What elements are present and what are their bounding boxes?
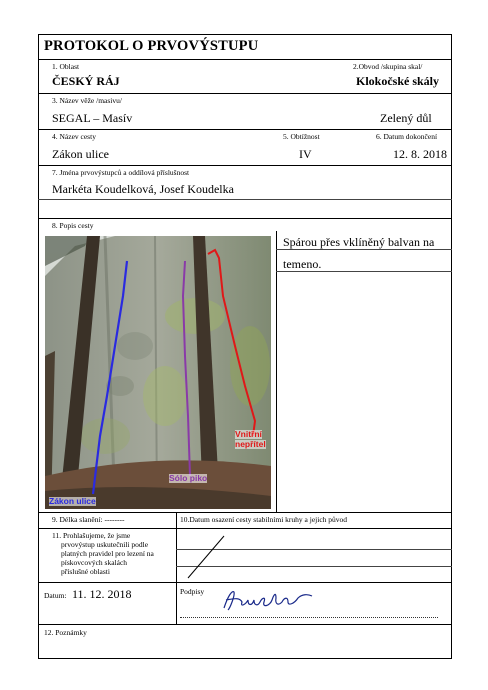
- field2-label: 2.Obvod /skupina skal/: [353, 62, 423, 71]
- route-name-value: Zákon ulice: [52, 147, 109, 161]
- route-description-line: temeno.: [283, 257, 322, 271]
- climbers-value: Markéta Koudelková, Josef Koudelka: [52, 182, 234, 196]
- signature-line: [180, 617, 438, 618]
- signature: [218, 586, 318, 616]
- route-label-vnitrni-nepritel-line1: Vnitřní: [235, 429, 262, 439]
- divider: [38, 165, 452, 166]
- date-value: 11. 12. 2018: [72, 587, 132, 601]
- declaration-line: 11. Prohlašujeme, že jsme: [52, 531, 131, 540]
- divider: [38, 199, 452, 200]
- route-label-solo-piko: Sólo piko: [169, 473, 208, 483]
- field8-label: 8. Popis cesty: [52, 221, 94, 230]
- form-title: PROTOKOL O PRVOVÝSTUPU: [44, 38, 259, 54]
- field10-label: 10.Datum osazení cesty stabilními kruhy a jejich původ: [180, 515, 348, 524]
- area-value: ČESKÝ RÁJ: [52, 74, 120, 88]
- field6-label: 6. Datum dokončení: [376, 132, 438, 141]
- divider: [38, 512, 452, 513]
- valley-value: Zelený důl: [380, 111, 432, 125]
- route-label-zakon-ulice: Zákon ulice: [49, 496, 96, 506]
- divider: [38, 59, 452, 60]
- divider: [38, 218, 452, 219]
- route-photo: [45, 236, 271, 509]
- field7-label: 7. Jména prvovýstupců a oddílová příslušnost: [52, 168, 190, 177]
- divider: [276, 271, 452, 272]
- field12-label: 12. Poznámky: [44, 628, 87, 637]
- divider: [276, 231, 277, 512]
- difficulty-value: IV: [299, 147, 312, 161]
- route-description-line: Spárou přes vklíněný balvan na: [283, 235, 435, 249]
- route-label-vnitrni-nepritel-line2: nepřítel: [235, 439, 266, 449]
- divider: [38, 582, 452, 583]
- strike-line: [176, 528, 236, 580]
- divider: [38, 624, 452, 625]
- field3-label: 3. Název věže /masivu/: [52, 96, 122, 105]
- field9-label: 9. Délka slanění: --------: [52, 515, 125, 524]
- divider: [38, 528, 452, 529]
- completion-date-value: 12. 8. 2018: [393, 147, 447, 161]
- declaration-line: prvovýstup uskutečnili podle: [61, 540, 149, 549]
- district-value: Klokočské skály: [356, 74, 440, 88]
- field4-label: 4. Název cesty: [52, 132, 96, 141]
- divider: [38, 129, 452, 130]
- signatures-label: Podpisy: [180, 587, 205, 596]
- tower-value: SEGAL – Masív: [52, 111, 133, 125]
- date-label: Datum:: [44, 591, 67, 600]
- declaration-line: příslušné oblasti: [61, 567, 110, 576]
- divider: [276, 249, 452, 250]
- declaration-line: platných pravidel pro lezení na: [61, 549, 154, 558]
- divider: [38, 93, 452, 94]
- field5-label: 5. Obtížnost: [283, 132, 320, 141]
- field1-label: 1. Oblast: [52, 62, 80, 71]
- declaration-line: pískovcových skalách: [61, 558, 128, 567]
